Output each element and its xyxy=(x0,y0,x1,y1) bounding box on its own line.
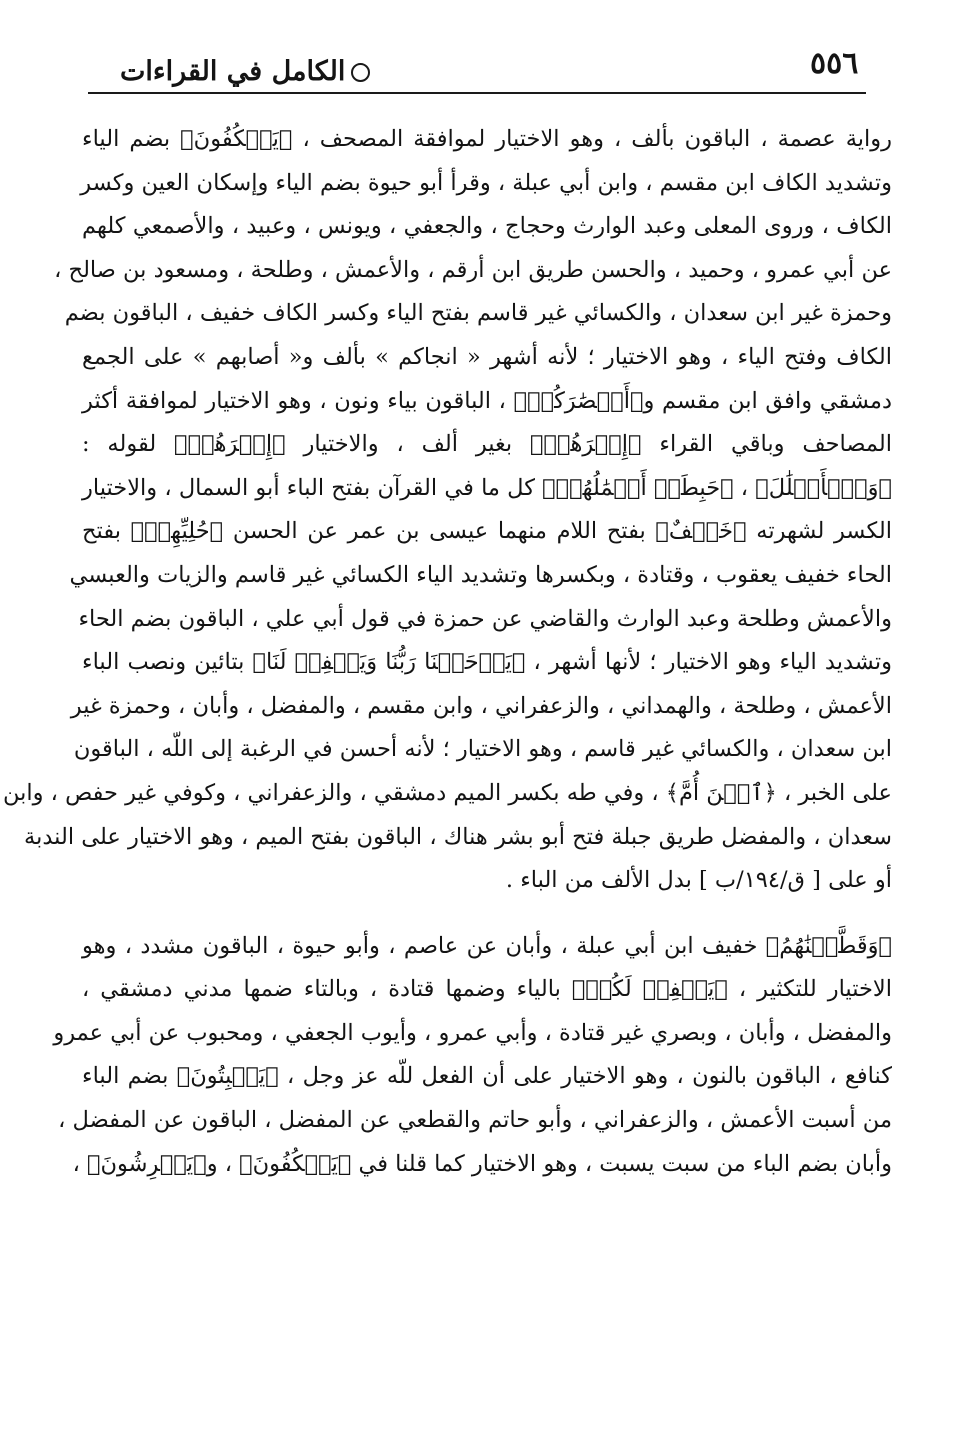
text-line: وحمزة غير ابن سعدان ، والكسائي غير قاسم بفتح الياء وكسر الكاف خفيف ، الباقون بضم xyxy=(64,300,892,327)
page-number: ٥٥٦ xyxy=(810,46,859,81)
text-line: أو على [ ق/١٩٤/ب ] بدل الألف من الباء . xyxy=(505,867,892,894)
text-line: سعدان ، والمفضل طريق جبلة فتح أبو بشر هناك ، الباقون بفتح الميم ، وهو الاختيار على الندبة xyxy=(24,823,892,850)
text-line: كنافع ، الباقون بالنون ، وهو الاختيار على أن الفعل للّه عز وجل ، ﴿يَسۡبِتُونَ﴾ بضم الباء xyxy=(82,1063,892,1090)
text-line: وتشديد الكاف ابن مقسم ، وابن أبي عبلة ، وقرأ أبو حيوة بضم الياء وإسكان العين وكسر xyxy=(80,169,892,196)
running-title xyxy=(120,56,370,87)
text-line: ابن سعدان ، والكسائي غير قاسم ، وهو الاختيار ؛ لأنه أحسن في الرغبة إلى اللّه ، الباقون xyxy=(73,736,892,763)
text-line: رواية عصمة ، الباقون بألف ، وهو الاختيار لموافقة المصحف ، ﴿يَعۡكُفُونَ﴾ بضم الياء xyxy=(82,126,892,152)
text-line: دمشقي وافق ابن مقسم و﴿أَبۡصَٰرَكُمۡ﴾ ، الباقون بياء ونون ، وهو الاختيار لموافقة أكثر xyxy=(82,387,892,414)
text-line: الاختيار للتكثير ، ﴿يَغۡفِرۡ لَكُمۡ﴾ بالياء وضمها قتادة ، وبالتاء ضمها مدني دمشقي ، xyxy=(82,976,892,1003)
text-line: الأعمش ، وطلحة ، والهمداني ، والزعفراني ، وابن مقسم ، والمفضل ، وأبان ، وحمزة غير xyxy=(70,692,892,719)
text-line: الكاف وفتح الياء ، وهو الاختيار ؛ لأنه أشهر « انجاكم » بألف و« أصابهم » على الجمع xyxy=(82,343,892,370)
text-line: الكاف ، وروى المعلى وعبد الوارث وحجاج ، والجعفي ، ويونس ، وعبيد ، والأصمعي كلهم xyxy=(82,213,892,240)
text-line: من أسبت الأعمش ، والزعفراني ، وأبو حاتم والقطعي عن المفضل ، الباقون عن المفضل ، xyxy=(58,1107,892,1134)
text-line: عن أبي عمرو ، وحميد ، والحسن طريق ابن أرقم ، والأعمش ، وطلحة ، ومسعود بن صالح ، xyxy=(54,256,892,283)
text-line: الكسر لشهرته ﴿خَلۡفٌ﴾ بفتح اللام منهما عيسى بن عمر عن الحسن ﴿حُلِيِّهِمۡ﴾ بفتح xyxy=(82,518,892,545)
text-line: ﴿وَٱلۡأَغۡلَٰلَ﴾ ، ﴿حَبِطَتۡ أَعۡمَٰلُهُمۡ﴾ كل ما في القرآن بفتح الباء أبو السمال ، والاختيار xyxy=(82,474,892,501)
text-line: وأبان بضم الباء من سبت يسبت ، وهو الاختيار كما قلنا في ﴿يَعۡكُفُونَ﴾ ، و﴿يَعۡرِشُونَ﴾ ، xyxy=(72,1150,892,1177)
paragraph-1 xyxy=(3,118,892,903)
paragraph-spacer xyxy=(82,903,892,925)
text-line: الحاء خفيف يعقوب ، وقتادة ، وبكسرها وتشديد الياء الكسائي غير قاسم والزيات والعبسي xyxy=(69,561,892,588)
body-text xyxy=(3,118,892,1186)
circle-ornament-icon xyxy=(351,63,370,82)
page-header xyxy=(88,38,866,94)
text-line: ﴿وَقَطَّعۡنَٰهُمُ﴾ خفيف ابن أبي عبلة ، وأبان عن عاصم ، وأبو حيوة ، الباقون مشدد ، وهو xyxy=(82,932,892,959)
text-line: على الخبر ، ﴿ٱبۡنَ أُمَّ﴾ ، وفي طه بكسر الميم دمشقي ، والزعفراني ، وكوفي غير حفص ، وابن xyxy=(3,779,892,806)
text-line: المصاحف وباقي القراء ﴿إِصۡرَهُمۡ﴾ بغير ألف ، والاختيار ﴿إِصۡرَهُمۡ﴾ لقوله : xyxy=(82,431,892,458)
text-line: وتشديد الياء وهو الاختيار ؛ لأنها أشهر ، ﴿يَرۡحَمۡنَا رَبُّنَا وَيَغۡفِرۡ لَنَا﴾ بتائين ونصب الباء xyxy=(82,649,892,676)
text-line: والأعمش وطلحة وعبد الوارث والقاضي عن حمزة في قول أبي علي ، الباقون بضم الحاء xyxy=(78,605,892,632)
paragraph-2 xyxy=(53,925,892,1187)
running-title-text: الكامل في القراءات xyxy=(120,56,346,87)
text-line: والمفضل ، وأبان ، وبصري غير قتادة ، وأبي عمرو ، وأيوب الجعفي ، ومحبوب عن أبي عمرو xyxy=(53,1019,892,1046)
